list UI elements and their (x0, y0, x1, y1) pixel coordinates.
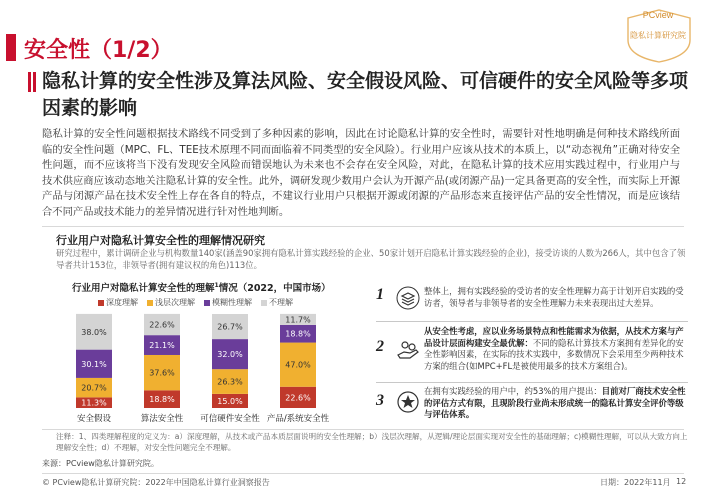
bar-value-label: 22.6% (285, 393, 311, 403)
page-number: 12 (676, 477, 687, 486)
bar-value-label: 37.6% (149, 368, 175, 378)
legend-item (204, 297, 252, 308)
legend-swatch (261, 300, 267, 306)
point-text (424, 326, 686, 372)
legend-swatch (147, 300, 153, 306)
subtitle: 隐私计算的安全性涉及算法风险、安全假设风险、可信硬件的安全风险等多项因素的影响 (42, 70, 689, 119)
subtitle-accent-bar (28, 72, 31, 92)
survey-description: 研究过程中，累计调研企业与机构数量140家(涵盖90家拥有隐私计算实践经验的企业、50家计划开启隐私计算实践经验的企业)，接受访谈的人数为266人，其中包含了领导者共计153位，非领导者(拥有建议权的角色)113位。 (56, 248, 686, 270)
bar-value-label: 22.6% (149, 320, 175, 330)
layers-icon (396, 286, 420, 310)
chart-title-superscript: 1 (214, 281, 219, 289)
stacked-bar-chart (64, 312, 354, 428)
legend-label: 浅层次理解 (155, 298, 195, 307)
legend-label: 深度理解 (106, 298, 138, 307)
x-tick-label: 产品/系统安全性 (266, 414, 330, 424)
chart-title-main: 行业用户对隐私计算安全性的理解 (72, 283, 215, 294)
logo-name-text: 隐私计算研究院 (630, 31, 686, 40)
bar-value-label: 47.0% (285, 360, 311, 370)
legend-item (98, 297, 138, 308)
title-accent-bar (6, 34, 16, 61)
chart-title-suffix: 情况（2022，中国市场） (218, 283, 331, 294)
footer-copyright: © PCview隐私计算研究院：2022年中国隐私计算行业洞察报告 (42, 478, 270, 487)
bar-value-label: 26.3% (217, 377, 243, 387)
legend-label: 不理解 (269, 298, 293, 307)
section-divider (42, 226, 684, 227)
bar-value-label: 32.0% (217, 350, 243, 360)
x-tick-label: 安全假设 (76, 414, 112, 424)
bar-value-label: 11.3% (81, 398, 107, 408)
bar-value-label: 18.8% (149, 395, 175, 405)
point-number: 3 (376, 392, 384, 409)
note-divider (42, 429, 684, 430)
point-number: 1 (376, 286, 384, 303)
point-divider (376, 382, 688, 383)
legend-swatch (204, 300, 210, 306)
hand-coins-icon (396, 338, 420, 362)
legend-label: 模糊性理解 (212, 298, 252, 307)
bar-value-label: 26.7% (217, 322, 243, 332)
section-title: 行业用户对隐私计算安全性的理解情况研究 (56, 234, 265, 247)
body-paragraph: 隐私计算的安全性问题根据技术路线不同受到了多种因素的影响，因此在讨论隐私计算的安全性时，需要针对性地明确是何种技术路线所面临的安全性问题（MPC、FL、TEE技术原理不同而面临着不同类型的安全风险）。行业用户应该从技术的本质上，以“动态视角”正确对待安全性问题，而不应该将当下没有发现安全风险而错误地认为未来也不会存在安全风险，对此，在隐私计算的技术应用实践过程中，行业用户与技术供应商应该动态地关注隐私计算的安全性。此外，调研发现少数用户会认为开源产品(或闭源产品)一定具备更高的安全性，而实际上开源产品与闭源产品在技术安全性上存在各自的特点，不建议行业用户只根据开源或闭源的产品形态来直接评估产品的安全性情况，而是应该结合不同产品或技术能力的差异情况进行针对性地判断。 (42, 128, 680, 218)
chart-title (72, 280, 331, 294)
point-bold-text: 目前对厂商技术安全性的评估方式有限，且现阶段行业尚未形成统一的隐私计算安全评价等级与评估体系。 (424, 386, 686, 420)
bar-value-label: 38.0% (81, 327, 107, 337)
bar-value-label: 18.8% (285, 329, 311, 339)
page-title: 安全性（1/2） (24, 38, 173, 63)
footer-divider (42, 473, 684, 474)
footer-date: 日期：2022年11月 (600, 478, 671, 487)
bar-value-label: 11.7% (285, 315, 311, 325)
legend-item (147, 297, 195, 308)
bar-value-label: 15.0% (217, 396, 243, 406)
source-text: 来源：PCview隐私计算研究院。 (42, 459, 159, 468)
legend-swatch (98, 300, 104, 306)
bar-value-label: 21.1% (149, 341, 175, 351)
legend-item (261, 297, 293, 308)
point-text: 整体上，拥有实践经验的受访者的安全性理解力高于计划开启实践的受访者，领导者与非领导者的安全性理解力未来表现出过大差异。 (424, 286, 684, 308)
chart-legend (98, 297, 293, 308)
point-number: 2 (376, 338, 384, 355)
chart-note: 注释：1、四类理解程度的定义为：a）深度理解，从技术或产品本质层面说明的安全性理解；b）浅层次理解，从逻辑/理论层面实现对安全性的基础理解；c)模糊性理解，可以从大致方向上理解安全性；d）不理解，对安全性问题完全不理解。 (56, 432, 688, 452)
x-tick-label: 算法安全性 (140, 414, 184, 424)
subtitle-accent-bar (33, 72, 36, 92)
point-bold-text: 从安全性考虑，应以业务场景特点和性能需求为依据，从技术方案与产品设计层面构建安全最优解： (424, 326, 684, 348)
bar-value-label: 20.7% (81, 383, 107, 393)
logo-brand-text: PCview (642, 10, 674, 20)
point-text (424, 386, 686, 421)
point-pre-text: 在拥有实践经验的用户中，约53%的用户提出： (424, 386, 602, 396)
bar-value-label: 30.1% (81, 359, 107, 369)
point-divider (376, 321, 688, 322)
point-body-text: 不同的隐私计算技术方案拥有差异化的安全性影响因素，在实际的技术实践中，多数情况下会采用至少两种技术方案的组合(如MPC+FL是被使用最多的技术方案组合)。 (424, 337, 684, 371)
star-badge-icon (396, 390, 420, 414)
x-tick-label: 可信硬件安全性 (200, 414, 260, 424)
